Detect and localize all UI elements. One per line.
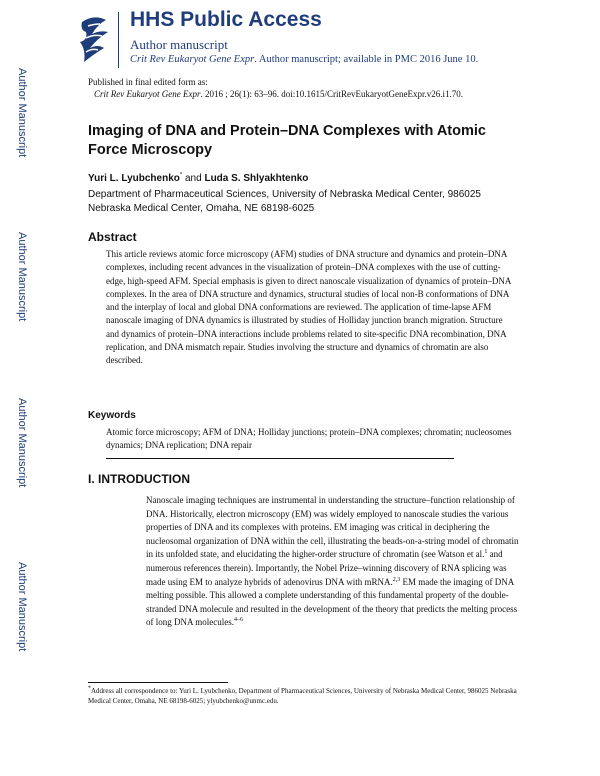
article-title: Imaging of DNA and Protein–DNA Complexes with Atomic Force Microscopy	[88, 123, 486, 158]
intro-text-3: EM made the imaging of DNA melting possible. This allowed a complete understanding of this fundamental property of the double-stranded DNA molecule and resulted in the development of the theory that predicts the melting process of long DNA molecules.	[146, 576, 518, 628]
author-2: Luda S. Shlyakhtenko	[204, 173, 309, 184]
published-note: Published in final edited form as:	[88, 77, 208, 87]
author-1-mark: *	[179, 172, 183, 179]
author-line	[88, 173, 308, 184]
side-label-author-manuscript: Author Manuscript	[16, 68, 28, 158]
availability-text: . Author manuscript; available in PMC 2016 June 10.	[254, 54, 479, 65]
intro-text-2: and numerous references therein). Importantly, the Nobel Prize–winning discovery of RNA splicing was made using EM to analyze hybrids of adenovirus DNA with mRNA.	[146, 549, 507, 587]
header-divider	[118, 12, 119, 68]
footnote-divider	[88, 682, 228, 683]
side-label-author-manuscript: Author Manuscript	[16, 562, 28, 652]
introduction-heading: I. INTRODUCTION	[88, 472, 190, 486]
hhs-public-access-title: HHS Public Access	[130, 8, 322, 31]
side-label-author-manuscript: Author Manuscript	[16, 232, 28, 322]
affiliation-line-1: Department of Pharmaceutical Sciences, University of Nebraska Medical Center, 986025	[88, 189, 481, 200]
reference-link[interactable]: 4–6	[234, 617, 243, 624]
affiliation	[88, 188, 528, 215]
journal-name: Crit Rev Eukaryot Gene Expr	[130, 54, 255, 65]
author-manuscript-label: Author manuscript	[130, 37, 228, 52]
abstract-text: This article reviews atomic force microscopy (AFM) studies of DNA structure and dynamics and protein–DNA complexes, including recent advances in the visualization of protein–DNA complexes with the use of cutting-edge, high-speed AFM. Special emphasis is given to direct nanoscale visualization of dynamics of protein–DNA complexes. In the area of DNA structure and dynamics, structural studies of local non-B conformations of DNA and the interplay of local and global DNA conformations are reviewed. The application of time-lapse AFM nanoscale imaging of DNA dynamics is illustrated by studies of Holliday junction branch migration. Structure and dynamics of protein–DNA interactions include problems related to site-specific DNA recombination, DNA replication, and DNA mismatch repair. Studies involving the structure and dynamics of chromatin are also described.	[106, 249, 511, 366]
footnote	[88, 686, 528, 706]
availability-line	[130, 54, 478, 65]
hhs-eagle-logo-icon	[74, 12, 114, 66]
reference-link[interactable]: 2,3	[392, 576, 401, 583]
affiliation-line-2: Nebraska Medical Center, Omaha, NE 68198-6025	[88, 202, 315, 214]
keywords-heading: Keywords	[88, 410, 136, 421]
intro-text-1: Nanoscale imaging techniques are instrumental in understanding the structure–function relationship of DNA. Historically, electron microscopy (EM) was widely employed to nanoscale studies the various properties of DNA and its complexes with proteins. EM imaging was critical in deciphering the nucleosomal organization of DNA within the cell, illustrating the beads-on-a-string model of chromatin in its unfolded state, and elucidating the higher-order structure of chromatin (see Watson et al.	[146, 495, 519, 560]
side-label-author-manuscript: Author Manuscript	[16, 398, 28, 488]
published-citation	[94, 89, 463, 99]
pub-journal-name: Crit Rev Eukaryot Gene Expr	[94, 89, 201, 99]
introduction-paragraph	[146, 494, 522, 630]
abstract-heading: Abstract	[88, 230, 137, 244]
hhs-header	[74, 10, 574, 72]
author-1: Yuri L. Lyubchenko	[88, 173, 180, 184]
keywords-text: Atomic force microscopy; AFM of DNA; Holliday junctions; protein–DNA complexes; chromatin; nucleosomes dynamics; DNA replication; DNA repair	[106, 427, 512, 450]
footnote-text: Address all correspondence to: Yuri L. Lyubchenko, Department of Pharmaceutical Sciences, University of Nebraska Medical Center, 986025 Nebraska Medical Center, Omaha, NE 68198-6025; ylyubchenko@unmc.edu.	[88, 687, 517, 705]
footnote-mark: *	[88, 685, 91, 692]
author-and: and	[182, 173, 205, 184]
reference-link[interactable]: 1	[484, 549, 488, 556]
keywords-divider	[106, 458, 454, 459]
pub-citation-details: . 2016 ; 26(1): 63–96. doi:10.1615/CritRevEukaryotGeneExpr.v26.i1.70.	[200, 89, 463, 99]
